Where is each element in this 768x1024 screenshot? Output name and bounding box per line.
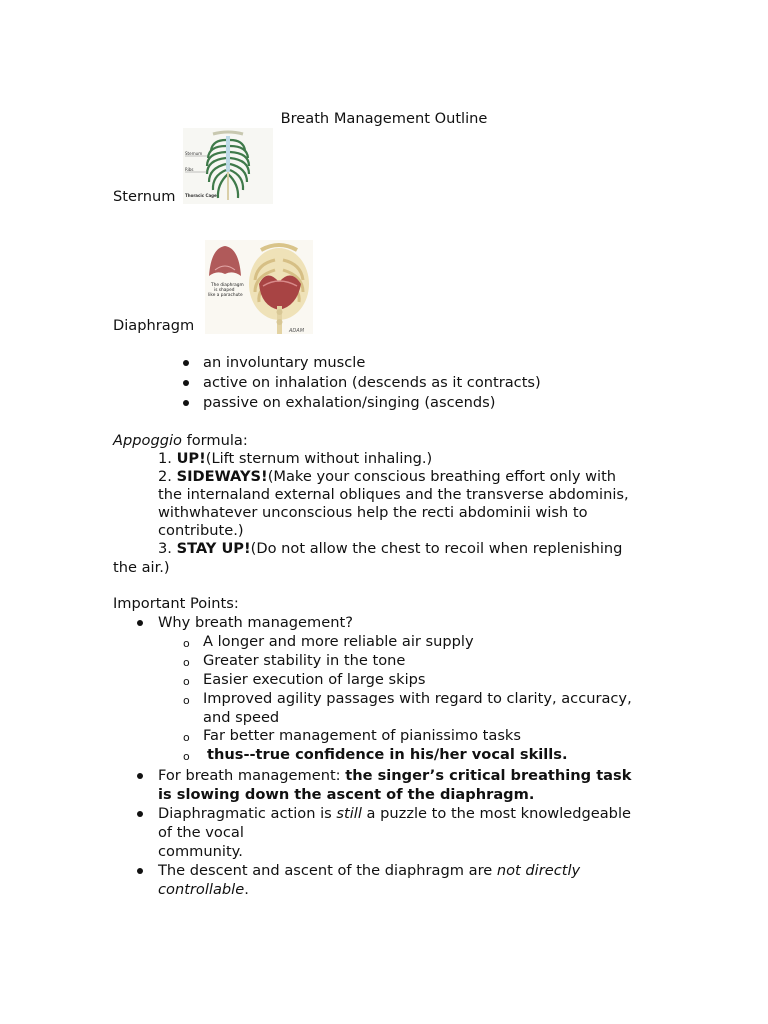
ribs-label-thoracic-cage: Thoracic Cage: [185, 193, 217, 198]
list-item: Improved agility passages with regard to clarity, accuracy,: [203, 690, 632, 707]
list-item-continuation: community.: [158, 843, 243, 860]
list-item-continuation: controllable.: [158, 881, 249, 898]
page-title: Breath Management Outline: [280, 110, 488, 127]
circle-bullet-icon: o: [183, 694, 190, 707]
sternum-label: Sternum: [113, 188, 176, 205]
appoggio-step-2-line-3: withwhatever unconscious help the recti abdominii wish to: [158, 504, 588, 521]
list-item: Diaphragmatic action is still a puzzle to the most knowledgeable: [158, 805, 631, 822]
list-item-continuation: is slowing down the ascent of the diaphragm.: [158, 786, 535, 803]
list-item: an involuntary muscle: [203, 354, 366, 371]
bullet-icon: [183, 400, 189, 406]
bullet-icon: [137, 868, 143, 874]
list-item-emphasis: thus--true confidence in his/her vocal skills.: [207, 746, 568, 763]
appoggio-step-3-cont: the air.): [113, 559, 170, 576]
circle-bullet-icon: o: [183, 731, 190, 744]
diaphragm-caption-2: is shaped: [214, 288, 235, 293]
list-item: Why breath management?: [158, 614, 353, 631]
appoggio-step-2: 2. SIDEWAYS!(Make your conscious breathing effort only with: [158, 468, 617, 485]
list-item: Greater stability in the tone: [203, 652, 406, 669]
appoggio-step-3: 3. STAY UP!(Do not allow the chest to recoil when replenishing: [158, 540, 623, 557]
appoggio-step-2-line-2: the internaland external obliques and the transverse abdominis,: [158, 486, 629, 503]
diaphragm-illustration: [205, 240, 313, 334]
appoggio-step-2-line-4: contribute.): [158, 522, 244, 539]
diaphragm-label: Diaphragm: [113, 317, 195, 334]
ribs-label-sternum: Sternum: [185, 151, 203, 156]
appoggio-heading: Appoggio formula:: [113, 432, 248, 449]
list-item: The descent and ascent of the diaphragm are not directly: [158, 862, 581, 879]
circle-bullet-icon: o: [183, 637, 190, 650]
list-item-continuation: of the vocal: [158, 824, 244, 841]
list-item: For breath management: the singer’s critical breathing task: [158, 767, 632, 784]
bullet-icon: [137, 773, 143, 779]
bullet-icon: [183, 380, 189, 386]
circle-bullet-icon: o: [183, 675, 190, 688]
diaphragm-caption-1: The diaphragm: [211, 283, 244, 288]
diaphragm-caption-3: like a parachute: [208, 293, 243, 298]
list-item: Easier execution of large skips: [203, 671, 426, 688]
ribs-label-ribs: Ribs: [185, 167, 194, 172]
important-points-heading: Important Points:: [113, 595, 239, 612]
bullet-icon: [137, 811, 143, 817]
bullet-icon: [137, 620, 143, 626]
list-item-continuation: and speed: [203, 709, 280, 726]
adam-logo: ADAM: [289, 328, 305, 334]
list-item: Far better management of pianissimo tasks: [203, 727, 521, 744]
list-item: A longer and more reliable air supply: [203, 633, 474, 650]
circle-bullet-icon: o: [183, 656, 190, 669]
bullet-icon: [183, 360, 189, 366]
appoggio-step-1: 1. UP!(Lift sternum without inhaling.): [158, 450, 433, 467]
circle-bullet-icon: o: [183, 750, 190, 763]
rib-cage-illustration: [183, 128, 273, 204]
list-item: passive on exhalation/singing (ascends): [203, 394, 496, 411]
list-item: active on inhalation (descends as it contracts): [203, 374, 541, 391]
